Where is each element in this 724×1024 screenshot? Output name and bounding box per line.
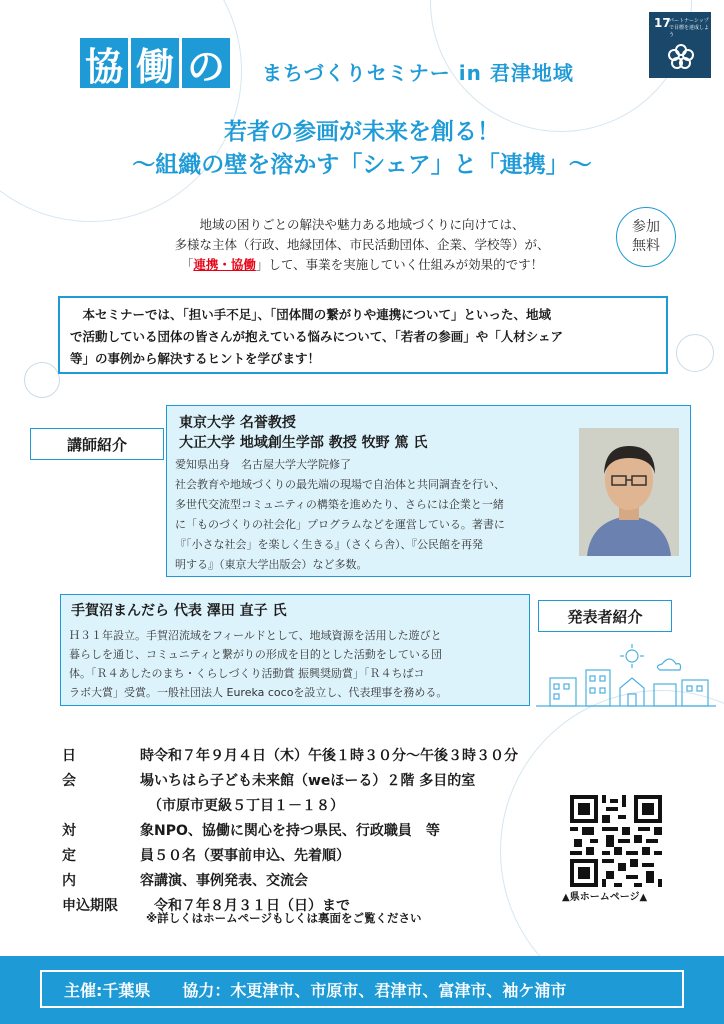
intro-line: 多様な主体（行政、地縁団体、市民活動団体、企業、学校等）が、	[174, 237, 550, 252]
intro-highlight: 連携・協働	[193, 257, 256, 272]
free-badge-line: 参加	[632, 219, 660, 235]
headline-line2: ～組織の壁を溶かす「シェア」と「連携」～	[132, 152, 592, 178]
detail-label: 内 容	[62, 873, 154, 889]
seminar-subtitle: まちづくりセミナー in 君津地域	[262, 61, 574, 85]
detail-value: NPO、協働に関心を持つ県民、行政職員 等	[154, 823, 440, 839]
presenter-bio-line: Ｈ３１年設立。手賀沼流域をフィールドとして、地域資源を活用した遊びと	[69, 629, 442, 642]
intro-line	[0, 255, 724, 273]
presenter-bio-line: ラボ大賞」受賞。一般社団法人 Eureka cocoを設立し、代表理事を務める。	[69, 686, 448, 699]
lecturer-box	[166, 405, 691, 577]
sdg-text: パートナーシップで目標を達成しよう	[669, 18, 710, 38]
intro-bracket: 「	[180, 257, 194, 272]
title-char: 働	[131, 38, 179, 88]
detail-row-datetime	[62, 745, 518, 765]
detail-label: 会 場	[62, 773, 154, 789]
headline-line1: 若者の参画が未来を創る！	[224, 119, 500, 145]
detail-label: 申込期限	[62, 898, 118, 914]
sdg-number: 17	[654, 16, 671, 30]
lecturer-name-line1: 東京大学 名誉教授	[179, 415, 296, 431]
title-char: の	[182, 38, 230, 88]
sdg-flower-icon	[666, 42, 696, 72]
lecturer-name-line2: 大正大学 地域創生学部 教授 牧野 篤 氏	[179, 435, 428, 451]
overview-line: 等」の事例から解決するヒントを学びます！	[70, 351, 321, 366]
detail-value: いちはら子ども未来館（weほーる）２階 多目的室	[154, 773, 476, 789]
detail-label: 定 員	[62, 848, 154, 864]
decorative-circle	[676, 334, 714, 372]
free-admission-badge	[616, 207, 676, 267]
overview-box	[58, 296, 668, 374]
detail-value: 講演、事例発表、交流会	[154, 873, 308, 889]
detail-row-capacity	[62, 845, 350, 865]
lecturer-portrait-icon	[579, 428, 679, 556]
detail-row-address	[148, 795, 344, 815]
decorative-circle	[24, 362, 60, 398]
qr-code-label: ▲県ホームページ▲	[562, 892, 648, 903]
qr-code-icon[interactable]	[570, 795, 662, 887]
free-badge-line: 無料	[632, 238, 660, 254]
intro-line: 地域の困りごとの解決や魅力ある地域づくりに向けては、	[199, 217, 525, 232]
decorative-circle	[0, 0, 242, 222]
intro-rest: 」して、事業を実施していく仕組みが効果的です！	[255, 257, 544, 272]
lecturer-bio-line: 愛知県出身 名古屋大学大学院修了	[175, 458, 351, 471]
detail-row-venue	[62, 770, 475, 790]
presenter-bio-line: 体。「Ｒ４あしたのまち・くらしづくり活動賞 振興奨励賞」「Ｒ４ちばコ	[69, 667, 425, 680]
lecturer-photo	[579, 428, 679, 556]
lecturer-bio-line: 社会教育や地域づくりの最先端の現場で自治体と共同調査を行い、	[175, 478, 505, 491]
lecturer-bio-line: 多世代交流型コミュニティの構築を進めたり、さらには企業と一緒	[175, 498, 504, 511]
overview-line: 本セミナーでは、「担い手不足」、「団体間の繋がりや連携について」といった、地域	[70, 307, 552, 322]
town-illustration	[536, 640, 716, 712]
organizer-footer: 主催:千葉県 協力：木更津市、市原市、君津市、富津市、袖ケ浦市	[40, 970, 684, 1008]
detail-label: 対 象	[62, 823, 154, 839]
detail-value: 令和７年８月３１日（日）まで	[154, 898, 350, 914]
lecturer-section-label: 講師紹介	[30, 428, 164, 460]
detail-value: 令和７年９月４日（木）午後１時３０分～午後３時３０分	[154, 748, 518, 764]
details-note: ※詳しくはホームページもしくは裏面をご覧ください	[146, 911, 422, 925]
presenter-bio-line: 暮らしを通じ、コミュニティと繋がりの形成を目的とした活動をしている団	[69, 648, 442, 661]
detail-value: （市原市更級５丁目１－１８）	[148, 798, 344, 814]
title-char: 協	[80, 38, 128, 88]
lecturer-bio-line: に「ものづくりの社会化」プログラムなどを運営している。著書に	[175, 518, 505, 531]
presenter-box	[60, 594, 530, 706]
overview-line: で活動している団体の皆さんが抱えている悩みについて、「若者の参画」や「人材シェア	[70, 329, 564, 344]
sdg-17-badge	[649, 12, 711, 78]
presenter-name: 手賀沼まんだら 代表 澤田 直子 氏	[71, 603, 287, 619]
detail-value: ５０名（要事前申込、先着順）	[154, 848, 350, 864]
lecturer-bio-line: 明する』（東京大学出版会）など多数。	[175, 558, 368, 571]
presenter-section-label: 発表者紹介	[538, 600, 672, 632]
detail-row-content	[62, 870, 308, 890]
detail-row-target	[62, 820, 440, 840]
detail-label: 日 時	[62, 748, 154, 764]
seminar-title	[80, 38, 233, 88]
lecturer-bio-line: 『「小さな社会」を楽しく生きる』（さくら舎）、『公民館を再発	[175, 538, 483, 551]
